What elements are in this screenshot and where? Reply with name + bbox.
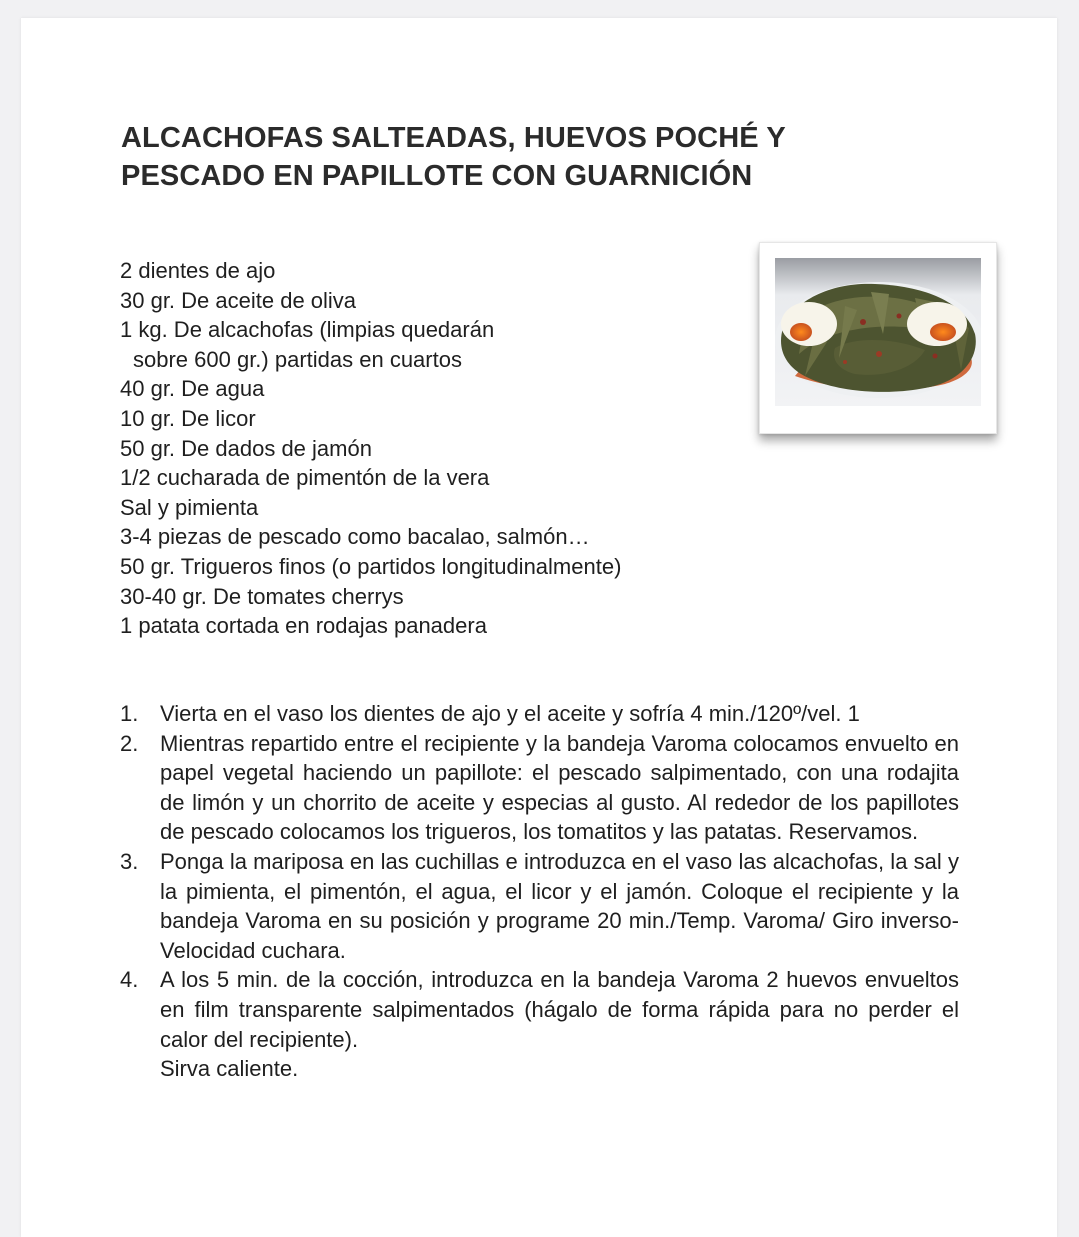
closing-note: Sirva caliente. [160, 1056, 299, 1082]
step-item [120, 699, 959, 729]
step-text: Vierta en el vaso los dientes de ajo y el aceite y sofría 4 min./120º/vel. 1 [160, 701, 860, 726]
ingredient-item: 1 patata cortada en rodajas panadera [120, 613, 487, 639]
ingredients-list [120, 256, 621, 641]
ingredient-item: 1/2 cucharada de pimentón de la vera [120, 465, 490, 491]
step-text: A los 5 min. de la cocción, introduzca en la bandeja Varoma 2 huevos envueltos en film transparente salpimentados (hágalo de forma rápida para no perder el calor del recipiente). [160, 967, 959, 1052]
step-number: 3. [120, 848, 139, 874]
step-number: 2. [120, 730, 139, 756]
steps-list [120, 699, 959, 1084]
dish-photo-image [775, 258, 981, 406]
ingredient-item: 50 gr. De dados de jamón [120, 435, 372, 461]
ingredient-item: 50 gr. Trigueros finos (o partidos longitudinalmente) [120, 553, 622, 579]
step-text: Ponga la mariposa en las cuchillas e introduzca en el vaso las alcachofas, la sal y la pimienta, el pimentón, el agua, el licor y el jamón. Coloque el recipiente y la bandeja Varoma en su posición y programe 20 min./Temp. Varoma/ Giro inverso-Velocidad cuchara. [160, 848, 959, 963]
step-item [120, 847, 959, 965]
step-text: Mientras repartido entre el recipiente y la bandeja Varoma colocamos envuelto en papel vegetal haciendo un papillote: el pescado salpimentado, con una rodajita de limón y un chorrito de aceite y especias al gusto. Al rededor de los papillotes de pescado colocamos los trigueros, los tomatitos y las patatas. Reservamos. [160, 730, 959, 845]
dish-photo [759, 242, 997, 434]
ingredient-item: Sal y pimienta [120, 494, 259, 520]
ingredient-item: 30 gr. De aceite de oliva [120, 287, 357, 313]
step-number: 1. [120, 701, 139, 726]
ingredient-item: 30-40 gr. De tomates cherrys [120, 583, 404, 609]
step-item [120, 965, 959, 1083]
ingredient-item: sobre 600 gr.) partidas en cuartos [133, 346, 462, 372]
recipe-page [21, 18, 1057, 1237]
recipe-title: ALCACHOFAS SALTEADAS, HUEVOS POCHÉ Y PESCADO EN PAPILLOTE CON GUARNICIÓN [121, 122, 786, 192]
ingredient-item: 40 gr. De agua [120, 376, 265, 402]
ingredient-item: 1 kg. De alcachofas (limpias quedarán [120, 317, 495, 343]
ingredient-item: 3-4 piezas de pescado como bacalao, salmón… [120, 524, 590, 550]
step-number: 4. [120, 967, 139, 993]
step-item [120, 729, 959, 847]
ingredient-item: 10 gr. De licor [120, 405, 256, 431]
ingredient-item: 2 dientes de ajo [120, 258, 276, 283]
